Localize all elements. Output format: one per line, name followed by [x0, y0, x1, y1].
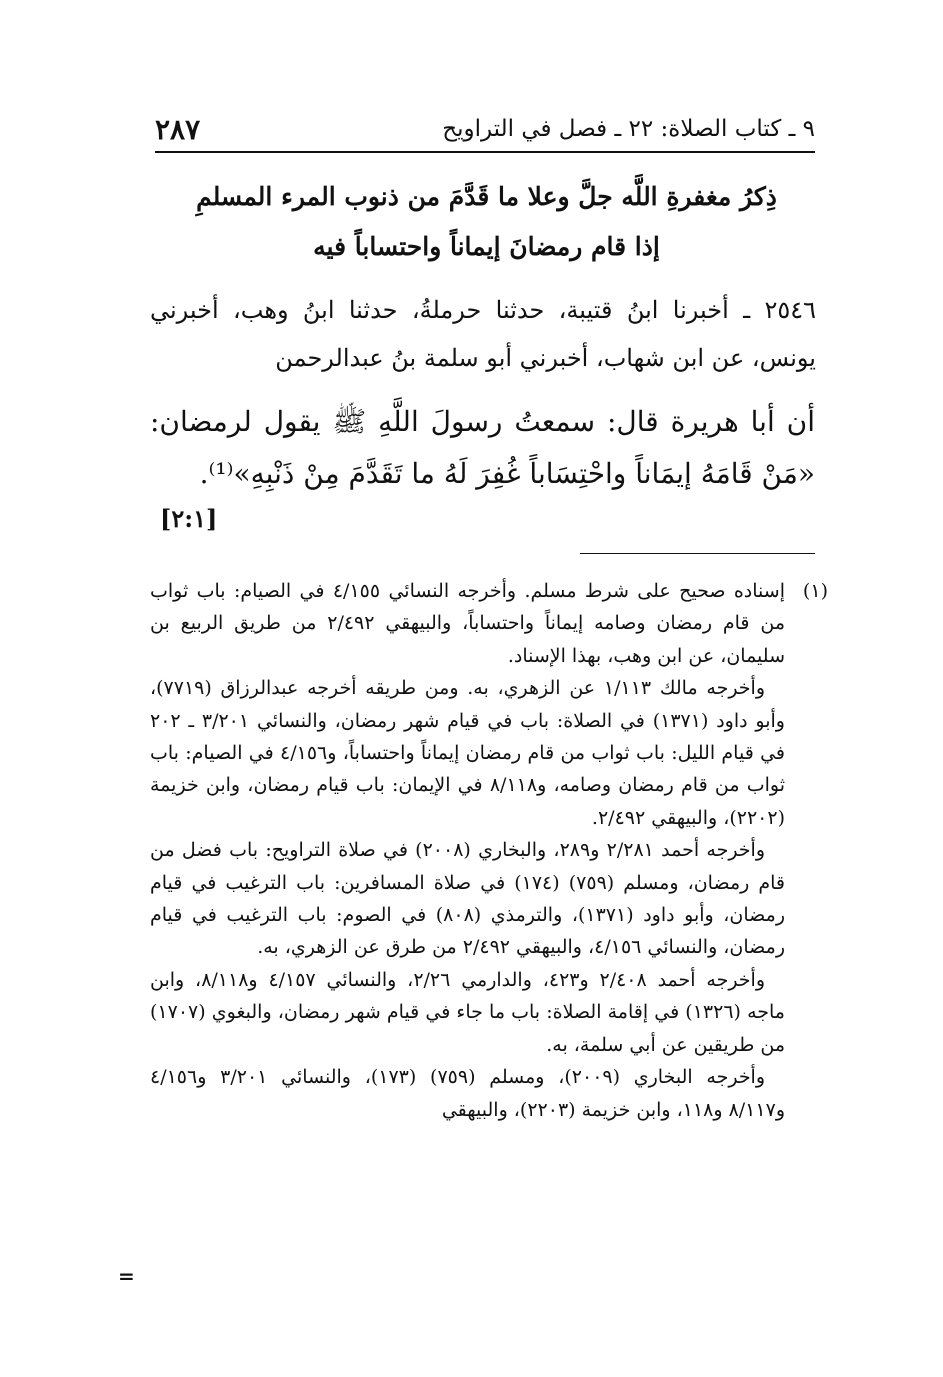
footnotes [150, 575, 828, 1126]
chapter-title-line-2: إذا قام رمضانَ إيماناً واحتساباً فيه [313, 232, 660, 261]
footnote-separator [580, 553, 815, 554]
footnote-paragraph-3: وأخرجه أحمد ٢/٢٨١ و٢٨٩، والبخاري (٢٠٠٨) في صلاة التراويح: باب فضل من قام رمضان، ومسلم (٧٥٩) (١٧٤) في صلاة المسافرين: باب الترغيب في قيام رمضان، وأبو داود (١٣٧١)، والترمذي (٨٠٨) في الصوم: باب الترغيب في قيام رمضان، والنسائي ٤/١٥٦، والبيهقي ٢/٤٩٢ من طرق عن الزهري، به. [150, 839, 786, 959]
reference-code: [٢:١] [160, 504, 218, 533]
footnote-paragraph-5: وأخرجه البخاري (٢٠٠٩)، ومسلم (٧٥٩) (١٧٣)، والنسائي ٣/٢٠١ و٤/١٥٦ و٨/١١٧ و١١٨، وابن خزيمة (٢٢٠٣)، والبيهقي [150, 1066, 785, 1121]
matn-text: أن أبا هريرة قال: سمعتُ رسولَ اللَّهِ ﷺ يقول لرمضان: «مَنْ قَامَهُ إيمَاناً واحْتِسَاباً غُفِرَ لَهُ ما تَقَدَّمَ مِنْ ذَنْبِهِ»⁽¹⁾. [150, 405, 815, 490]
continuation-mark: = [118, 1264, 135, 1288]
isnad-text: ٢٥٤٦ ـ أخبرنا ابنُ قتيبة، حدثنا حرملةُ، حدثنا ابنُ وهب، أخبرني يونس، عن ابن شهاب، أخبرني أبو سلمة بنُ عبدالرحمن [150, 296, 816, 372]
footnote-paragraph-4: وأخرجه أحمد ٢/٤٠٨ و٤٢٣، والدارمي ٢/٢٦، والنسائي ٤/١٥٧ و٨/١١٨، وابن ماجه (١٣٢٦) في إقامة الصلاة: باب ما جاء في قيام شهر رمضان، والبغوي (١٧٠٧) من طريقين عن أبي سلمة، به. [150, 968, 785, 1056]
isnad-paragraph [150, 286, 816, 382]
chapter-title-line-1: ذِكرُ مغفرةِ اللَّه جلَّ وعلا ما قَدَّمَ من ذنوب المرء المسلمِ [196, 182, 777, 211]
page-number: ٢٨٧ [155, 112, 201, 146]
footnote-number: (١) [802, 580, 828, 602]
footnote-1 [150, 575, 828, 672]
page-header [155, 108, 815, 150]
running-title: ٩ ـ كتاب الصلاة: ٢٢ ـ فصل في التراويح [442, 116, 815, 142]
footnote-paragraph-2: وأخرجه مالك ١/١١٣ عن الزهري، به. ومن طريقه أخرجه عبدالرزاق (٧٧١٩)، وأبو داود (١٣٧١) في الصلاة: باب في قيام شهر رمضان، والنسائي ٣/٢٠١ ـ ٢٠٢ في قيام الليل: باب ثواب من قام رمضان إيماناً واحتساباً، و٤/١٥٦ في الصيام: باب ثواب من قام رمضان وصامه، و٨/١١٨ في الإيمان: باب قيام رمضان، وابن خزيمة (٢٢٠٢)، والبيهقي ٢/٤٩٢. [150, 677, 786, 829]
header-rule [155, 151, 815, 153]
chapter-title [150, 172, 823, 272]
matn-paragraph [150, 396, 815, 500]
footnote-paragraph-1: إسناده صحيح على شرط مسلم. وأخرجه النسائي ٤/١٥٥ في الصيام: باب ثواب من قام رمضان وصامه إيماناً واحتساباً، والبيهقي ٢/٤٩٢ من طريق الربيع بن سليمان، عن ابن وهب، بهذا الإسناد. [150, 580, 785, 667]
